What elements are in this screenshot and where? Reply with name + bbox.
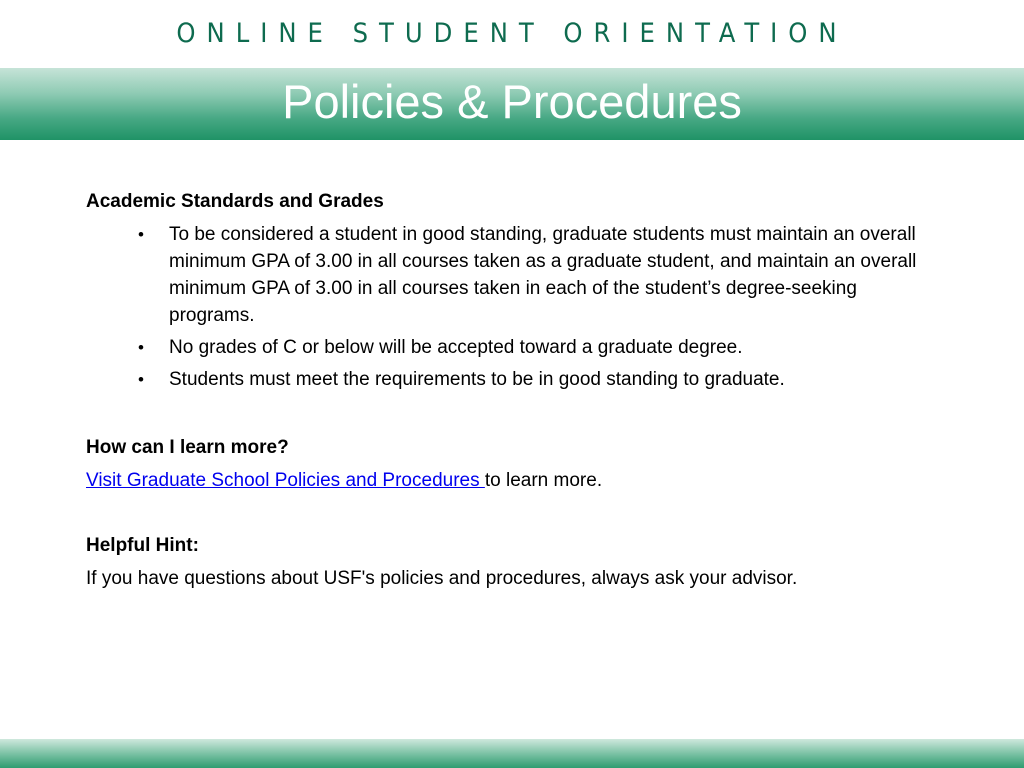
list-item-text: No grades of C or below will be accepted toward a graduate degree. [169,337,743,358]
learn-more-suffix: to learn more. [484,470,603,491]
bullet-icon: • [138,225,144,244]
learn-more-line [86,467,946,494]
list-item [138,334,946,361]
list-item-text: To be considered a student in good standing, graduate students must maintain an overall minimum GPA of 3.00 in all courses taken as a graduate student, and maintain an overall minimum GPA of 3.00 in all courses taken in each of the student’s degree-seeking programs. [169,224,917,326]
bullet-icon: • [138,338,144,357]
bullet-icon: • [138,370,144,389]
hint-heading: Helpful Hint: [86,535,199,556]
standards-heading: Academic Standards and Grades [86,191,384,212]
standards-list [86,221,946,393]
list-item-text: Students must meet the requirements to be in good standing to graduate. [169,369,785,390]
learn-more-heading: How can I learn more? [86,437,289,458]
hint-text: If you have questions about USF's policies and procedures, always ask your advisor. [86,568,798,589]
list-item [138,221,946,329]
slide-content [86,188,946,592]
title-band [0,68,1024,140]
footer-band [0,739,1024,768]
list-item [138,366,946,393]
page-title: Policies & Procedures [282,75,742,128]
orientation-kicker: ONLINE STUDENT ORIENTATION [176,18,848,49]
policies-link[interactable]: Visit Graduate School Policies and Procedures [86,470,485,491]
